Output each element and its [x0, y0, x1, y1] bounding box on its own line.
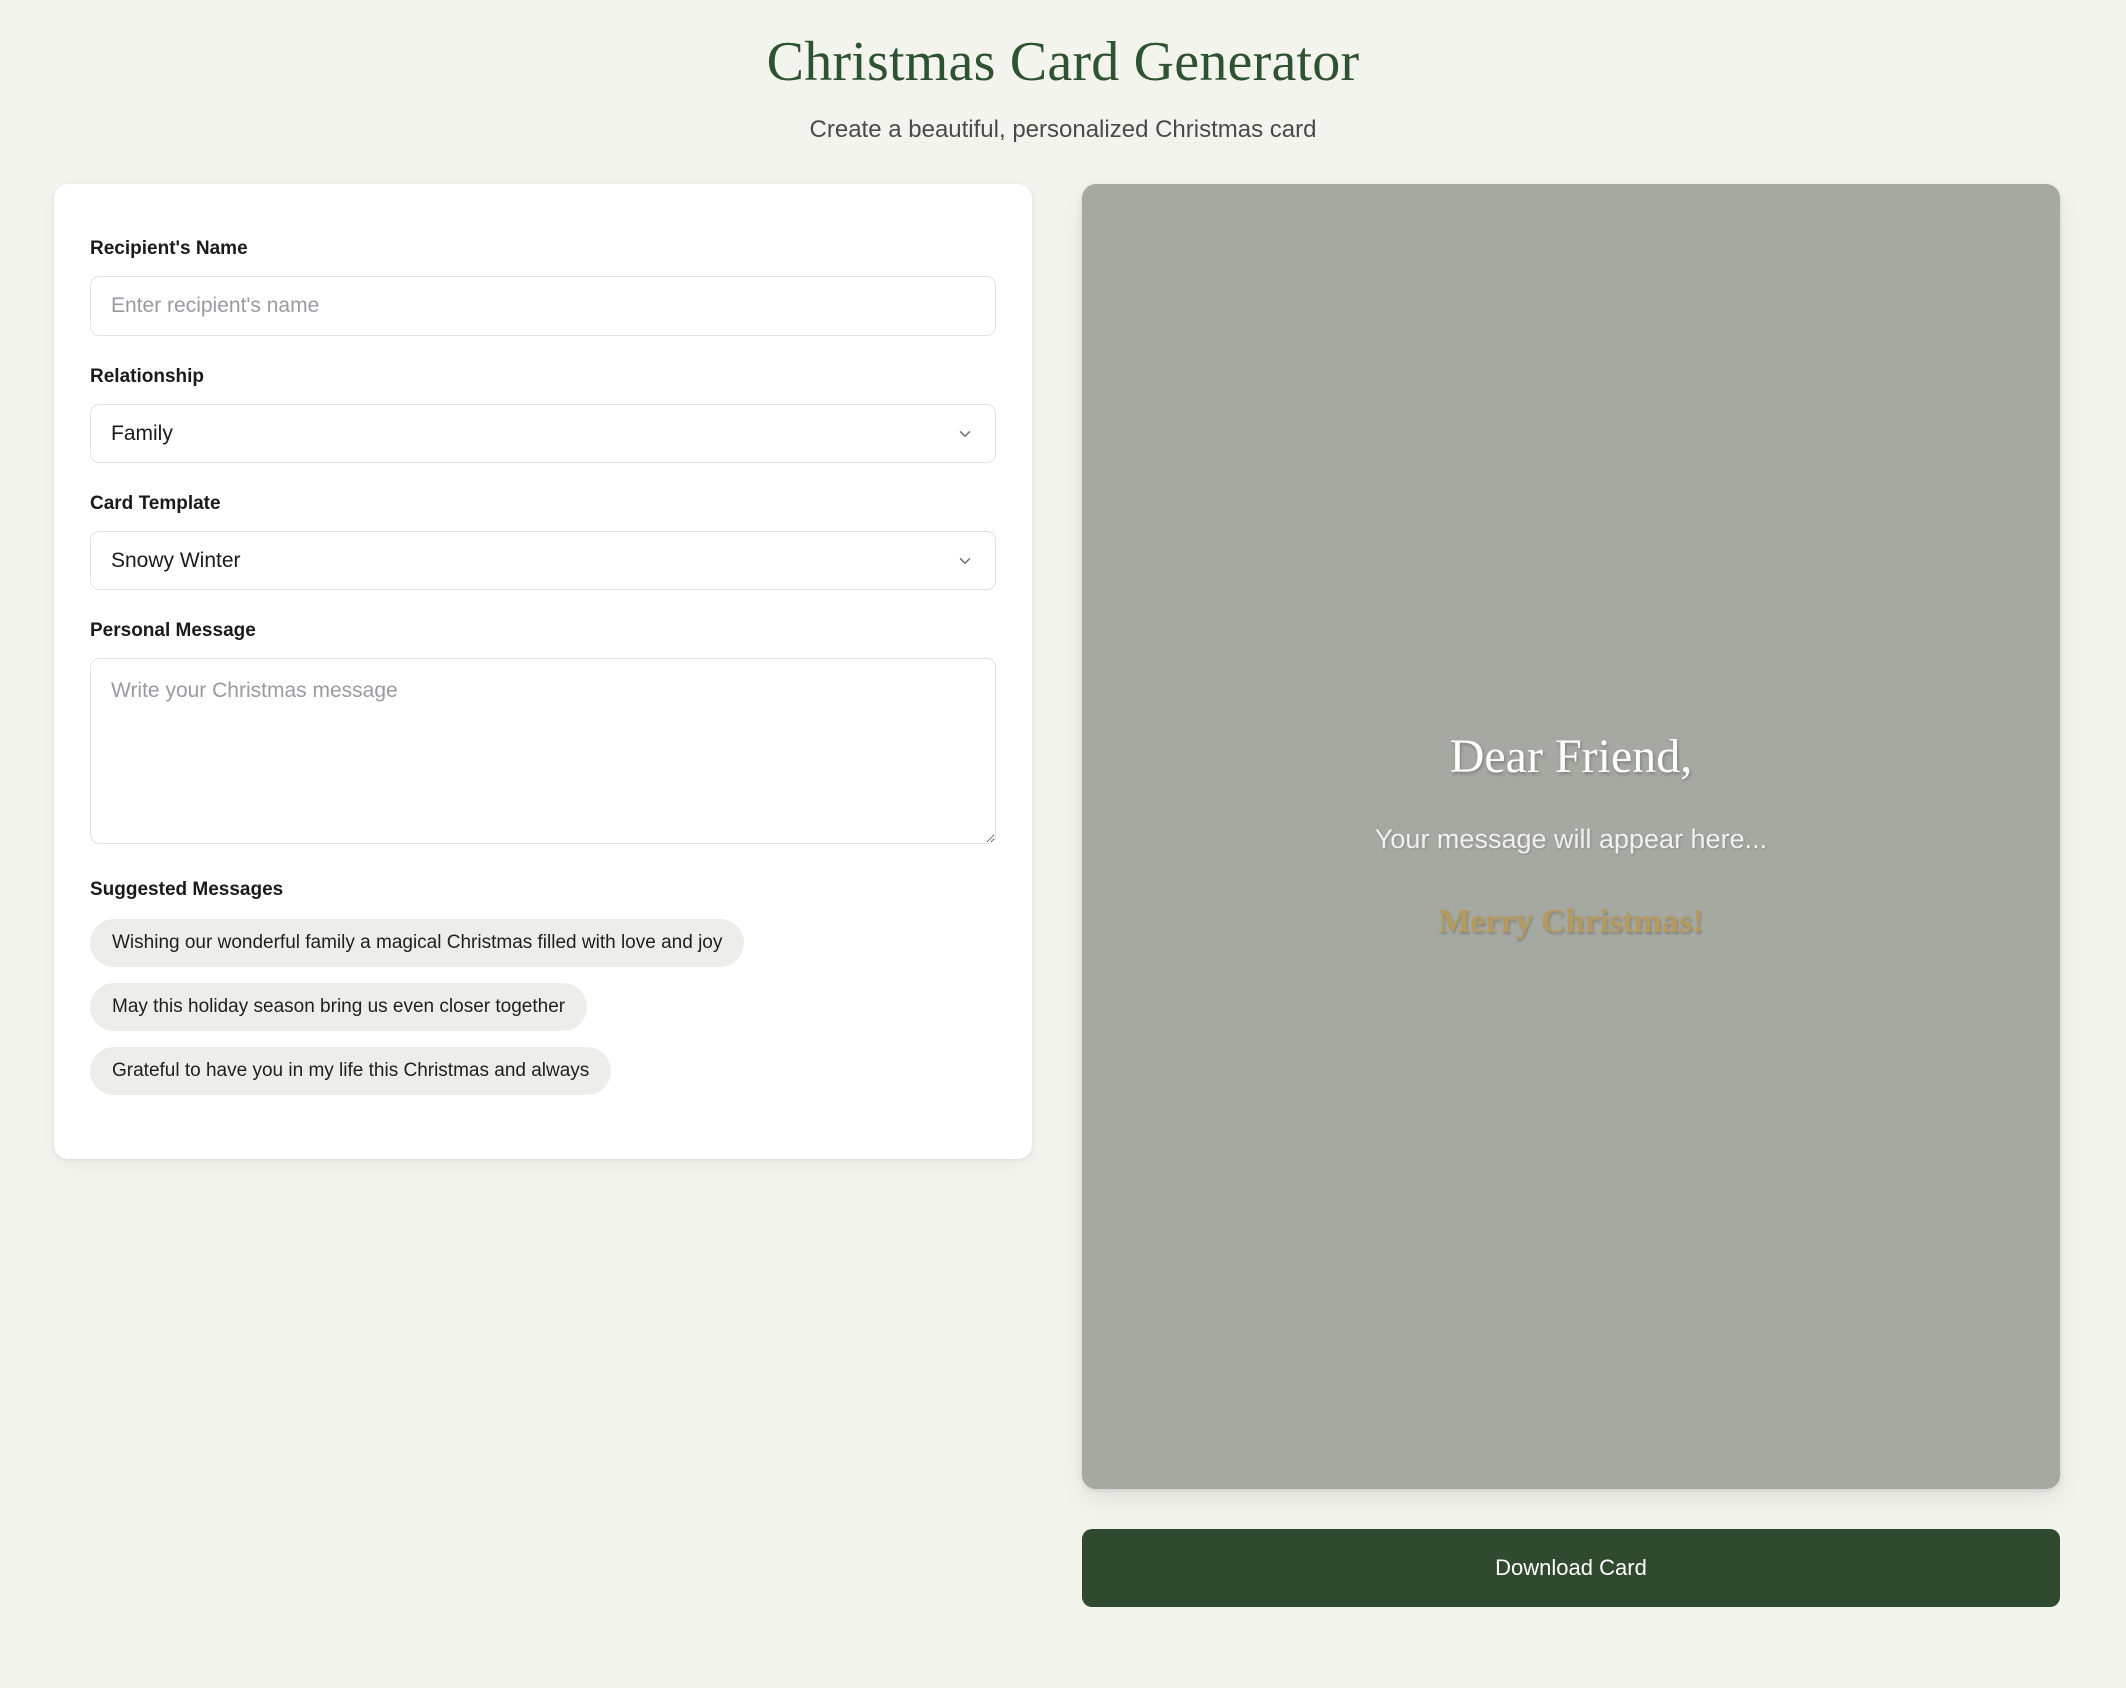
page-title: Christmas Card Generator	[766, 31, 1360, 93]
suggested-messages-label: Suggested Messages	[90, 879, 284, 900]
card-preview-content	[1082, 729, 2060, 941]
field-relationship	[90, 366, 996, 463]
suggestion-row	[90, 1047, 996, 1111]
suggested-messages-section	[90, 879, 996, 1111]
preview-column	[1082, 184, 2060, 1607]
card-preview	[1082, 184, 2060, 1489]
suggestion-chip[interactable]: May this holiday season bring us even closer together	[90, 983, 587, 1031]
relationship-select-wrap	[90, 404, 996, 463]
card-template-label: Card Template	[90, 493, 221, 514]
field-card-template	[90, 493, 996, 590]
card-template-select[interactable]	[90, 531, 996, 590]
suggestion-row	[90, 919, 996, 983]
card-template-select-wrap	[90, 531, 996, 590]
card-signoff: Merry Christmas!	[1438, 903, 1704, 940]
field-personal-message	[90, 620, 996, 849]
card-form-panel	[54, 184, 1032, 1159]
main-content	[0, 184, 2126, 1607]
card-greeting: Dear Friend,	[1449, 730, 1693, 783]
personal-message-textarea[interactable]	[90, 658, 996, 844]
recipient-name-label: Recipient's Name	[90, 238, 248, 259]
recipient-name-input[interactable]	[90, 276, 996, 336]
suggestion-row	[90, 983, 996, 1047]
page-subtitle: Create a beautiful, personalized Christmas card	[809, 116, 1317, 143]
relationship-select[interactable]	[90, 404, 996, 463]
page-header	[0, 0, 2126, 144]
personal-message-label: Personal Message	[90, 620, 256, 641]
relationship-label: Relationship	[90, 366, 205, 387]
download-card-button[interactable]: Download Card	[1082, 1529, 2060, 1607]
suggestion-chip[interactable]: Grateful to have you in my life this Christmas and always	[90, 1047, 611, 1095]
card-message: Your message will appear here...	[1374, 824, 1768, 854]
suggestion-chip[interactable]: Wishing our wonderful family a magical Christmas filled with love and joy	[90, 919, 744, 967]
field-recipient-name	[90, 238, 996, 336]
